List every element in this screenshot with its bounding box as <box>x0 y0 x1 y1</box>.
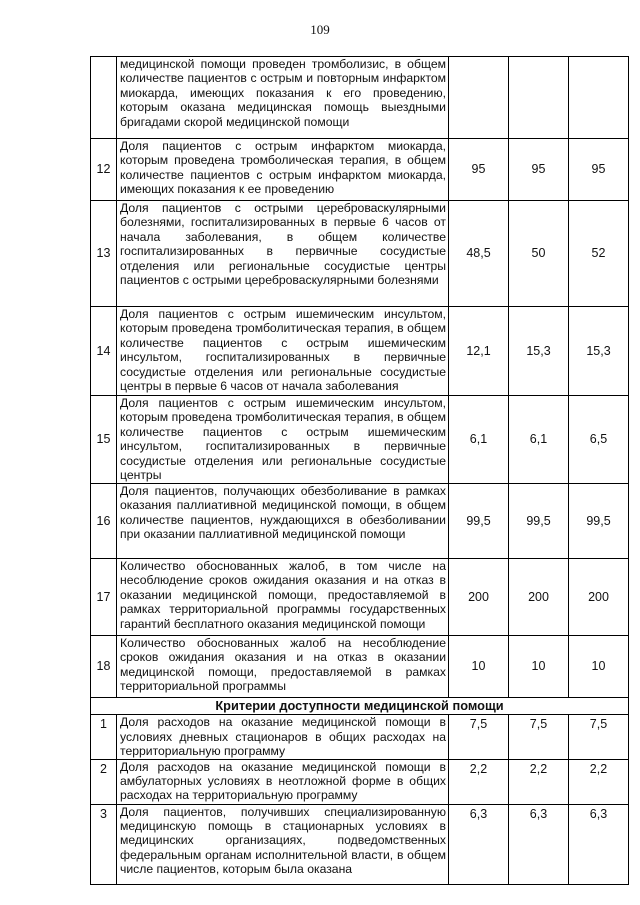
page-number: 109 <box>310 22 330 37</box>
row-value-2: 2,2 <box>509 759 569 804</box>
section-title: Критерии доступности медицинской помощи <box>91 698 629 715</box>
table-row <box>91 759 629 804</box>
table-row <box>91 559 629 636</box>
row-value-1: 6,1 <box>449 396 509 484</box>
row-value-1: 12,1 <box>449 307 509 396</box>
table-row <box>91 201 629 307</box>
row-number: 14 <box>91 307 117 396</box>
row-value-3: 95 <box>569 139 629 201</box>
row-value-1: 48,5 <box>449 201 509 307</box>
row-number: 15 <box>91 396 117 484</box>
row-value-2: 6,3 <box>509 804 569 884</box>
row-number: 3 <box>91 804 117 884</box>
row-description: Доля пациентов, получивших специализированную медицинскую помощь в стационарных условиях в медицинских организациях, подведомственных федеральным органам исполнительной власти, в общем числе пациентов, которым была оказана <box>117 804 449 884</box>
row-description: Доля пациентов с острыми цереброваскулярными болезнями, госпитализированных в первые 6 часов от начала заболевания, в общем количестве госпитализированных в первичные сосудистые отделения или региональные сосудистые центры пациентов с острыми цереброваскулярными болезнями <box>117 201 449 307</box>
row-value-3: 2,2 <box>569 759 629 804</box>
row-value-3: 6,5 <box>569 396 629 484</box>
row-value-2 <box>509 57 569 139</box>
row-description: Количество обоснованных жалоб, в том числе на несоблюдение сроков ожидания оказания и на отказ в оказании медицинской помощи, предоставляемой в рамках территориальной программы государственных гарантий бесплатного оказания медицинской помощи <box>117 559 449 636</box>
row-value-3: 200 <box>569 559 629 636</box>
row-value-2: 15,3 <box>509 307 569 396</box>
row-value-1 <box>449 57 509 139</box>
table-row <box>91 139 629 201</box>
row-value-1: 2,2 <box>449 759 509 804</box>
row-value-3: 6,3 <box>569 804 629 884</box>
row-value-1: 10 <box>449 636 509 698</box>
section-header-row <box>91 698 629 715</box>
row-value-3: 99,5 <box>569 484 629 559</box>
row-number: 16 <box>91 484 117 559</box>
row-number: 1 <box>91 715 117 759</box>
row-number: 12 <box>91 139 117 201</box>
table-row <box>91 804 629 884</box>
row-value-2: 50 <box>509 201 569 307</box>
row-number: 13 <box>91 201 117 307</box>
row-value-2: 200 <box>509 559 569 636</box>
table-row <box>91 396 629 484</box>
row-value-2: 7,5 <box>509 715 569 759</box>
row-value-3 <box>569 57 629 139</box>
row-description: Доля пациентов, получающих обезболивание в рамках оказания паллиативной медицинской помощи, в общем количестве пациентов, нуждающихся в обезболивании при оказании паллиативной медицинской помощи <box>117 484 449 559</box>
row-value-1: 95 <box>449 139 509 201</box>
row-description: Доля расходов на оказание медицинской помощи в амбулаторных условиях в неотложной форме в общих расходах на территориальную программу <box>117 759 449 804</box>
table-row <box>91 715 629 759</box>
row-value-2: 95 <box>509 139 569 201</box>
row-value-3: 52 <box>569 201 629 307</box>
row-description: Доля расходов на оказание медицинской помощи в условиях дневных стационаров в общих расходах на территориальную программу <box>117 715 449 759</box>
row-value-2: 6,1 <box>509 396 569 484</box>
row-description: Количество обоснованных жалоб на несоблюдение сроков ожидания оказания и на отказ в оказании медицинской помощи, предоставляемой в рамках территориальной программы <box>117 636 449 698</box>
table-row <box>91 307 629 396</box>
row-number: 18 <box>91 636 117 698</box>
row-number: 17 <box>91 559 117 636</box>
row-value-1: 7,5 <box>449 715 509 759</box>
row-value-3: 10 <box>569 636 629 698</box>
row-value-1: 6,3 <box>449 804 509 884</box>
row-value-2: 10 <box>509 636 569 698</box>
row-value-3: 7,5 <box>569 715 629 759</box>
row-description: медицинской помощи проведен тромболизис, в общем количестве пациентов с острым и повторным инфарктом миокарда, имеющих показания к его проведению, которым оказана медицинская помощь выездными бригадами скорой медицинской помощи <box>117 57 449 139</box>
row-value-1: 200 <box>449 559 509 636</box>
row-value-3: 15,3 <box>569 307 629 396</box>
row-value-2: 99,5 <box>509 484 569 559</box>
table-row <box>91 484 629 559</box>
row-number <box>91 57 117 139</box>
criteria-table <box>90 56 629 885</box>
row-description: Доля пациентов с острым ишемическим инсультом, которым проведена тромболитическая терапия, в общем количестве пациентов с острым ишемическим инсультом, госпитализированных в первичные сосудистые отделения или региональные сосудистые центры в первые 6 часов от начала заболевания <box>117 307 449 396</box>
table-row <box>91 57 629 139</box>
row-description: Доля пациентов с острым ишемическим инсультом, которым проведена тромболитическая терапия, в общем количестве пациентов с острым ишемическим инсультом, госпитализированных в первичные сосудистые отделения или региональные сосудистые центры <box>117 396 449 484</box>
row-value-1: 99,5 <box>449 484 509 559</box>
row-number: 2 <box>91 759 117 804</box>
table-row <box>91 636 629 698</box>
row-description: Доля пациентов с острым инфарктом миокарда, которым проведена тромболическая терапия, в общем количестве пациентов с острым инфарктом миокарда, имеющих показания к ее проведению <box>117 139 449 201</box>
